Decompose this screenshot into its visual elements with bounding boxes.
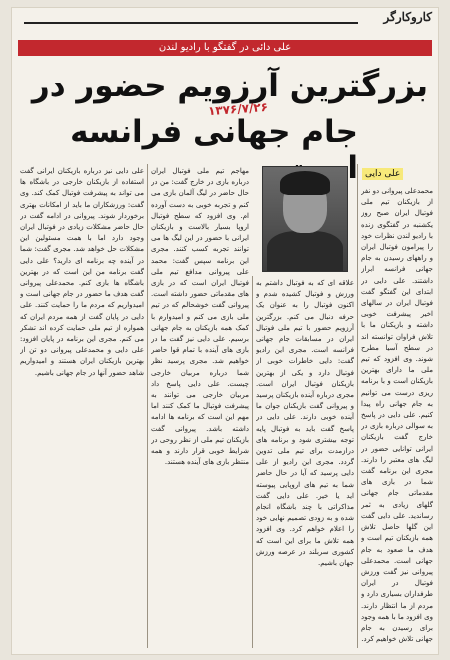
date-stamp: ۱۳۷۶/۷/۲۶	[207, 99, 269, 119]
column-rule-2	[252, 276, 253, 648]
photo-shirt	[267, 231, 343, 272]
photo-hair	[280, 171, 330, 195]
article-column-4: علی دایی نیز درباره بازیکنان ایرانی گفت استفاده از بازیکنان خارجی در باشگاه ها می تواند به پیشرفت فوتبال کمک کند. وی گفت: ورزشکاران ما باید از امکانات بهتری برخوردار شوند. پیروانی در ادامه گفت در حال حاضر مشکلات زیادی در فوتبال ایران وجود دارد اما با همت مسئولین این مشکلات حل خواهد شد. مجری گفت: شما در آینده چه برنامه ای دارید؟ علی دایی گفت برنامه من این است که در بهترین باشگاه ها بازی کنم. محمدعلی پیروانی گفت هدف ما حضور در جام جهانی است و امیدواریم که مردم ما را حمایت کنند. علی دایی در پایان گفت از همه مردم ایران که همواره از تیم ملی حمایت کرده اند تشکر می کنم. مجری این برنامه در پایان افزود: علی دایی و محمدعلی پیروانی دو تن از بهترین بازیکنان ایران هستند و امیدواریم شاهد حضور آنها در جام جهانی باشیم.	[20, 167, 144, 377]
article-column-3: مهاجم تیم ملی فوتبال ایران درباره بازی در خارج گفت: من در حال حاضر در لیگ آلمان بازی می کنم و تجربه خوبی به دست آورده ام. وی افزود که سطح فوتبال اروپا بسیار بالاست و بازیکنان ایرانی با حضور در این لیگ ها می توانند تجربه کسب کنند. مجری این برنامه سپس گفت: محمد علی پیروانی مدافع تیم ملی فوتبال ایران است که در بازی های مقدماتی حضور داشته است. پیروانی گفت خوشحالم که در تیم ملی بازی می کنم و امیدوارم با کمک همه بازیکنان به جام جهانی برسیم. علی دایی نیز گفت ما در بازی های آینده با تمام قوا حاضر خواهیم شد. مجری پرسید نظر شما درباره مربیان خارجی چیست. علی دایی پاسخ داد مربیان خارجی می توانند به پیشرفت فوتبال ما کمک کنند اما مهم این است که برنامه ها ادامه داشته باشد. پیروانی گفت بازیکنان تیم ملی از نظر روحی در شرایط خوبی قرار دارند و همه منتظر بازی های آینده هستند.	[151, 167, 249, 467]
player-photo	[262, 166, 348, 272]
masthead-rule	[24, 22, 358, 24]
column-rule-1	[357, 164, 358, 648]
article-column-1: محمدعلی پیروانی دو نفر از بازیکنان تیم ملی فوتبال ایران صبح روز یکشنبه در گفتگوی زنده با رادیو لندن نظرات خود را پیرامون فوتبال ایران و راههای رسیدن به جام جهانی فرانسه ابراز داشتند. علی دایی در ابتدای این گفتگو گفت فوتبال ایران در سالهای اخیر پیشرفت خوبی داشته و بازیکنان ما با تلاش فراوان توانسته اند در سطح آسیا مطرح شوند. وی افزود که تیم ملی ما دارای بهترین بازیکنان است و با برنامه ریزی درست می توانیم به جام جهانی راه پیدا کنیم. علی دایی در پاسخ به سوالی درباره بازی در خارج گفت بازیکنان ایرانی توانایی حضور در لیگ های معتبر را دارند. مجری این برنامه گفت شما در بازی های مقدماتی جام جهانی گلهای زیادی به ثمر رساندید. علی دایی گفت این گلها حاصل تلاش همه بازیکنان تیم است و هدف ما صعود به جام جهانی است. محمدعلی پیروانی نیز گفت ورزش فوتبال در ایران طرفداران بسیاری دارد و مردم از ما انتظار دارند. وی افزود ما با همه وجود برای رسیدن به جام جهانی تلاش خواهیم کرد.	[361, 187, 433, 644]
photo-highlight-label: علی دایی	[362, 168, 403, 180]
kicker-bar: علی دائی در گفتگو با رادیو لندن	[18, 40, 432, 56]
newspaper-clipping	[12, 8, 438, 654]
article-column-2: علاقه ای که به فوتبال داشتم به ورزش و فوتبال کشیده شدم و اکنون فوتبال را به عنوان یک حرفه دنبال می کنم. بزرگترین آرزویم حضور با تیم ملی فوتبال ایران در مسابقات جام جهانی فرانسه است. مجری این رادیو گفت: دایی خاطرات خوبی از فوتبال دارد و یکی از بهترین بازیکنان فوتبال ایران است. مجری درباره آینده بازیکنان پرسید و پیروانی گفت بازیکنان جوان ما آینده خوبی دارند. علی دایی در پاسخ گفت باید به فوتبال پایه توجه بیشتری شود و برنامه های درازمدت برای تیم ملی تدوین گردد. مجری این رادیو از علی دایی پرسید که آیا در حال حاضر شما به تیم های اروپایی پیوسته اید یا خیر. علی دایی گفت مذاکراتی با چند باشگاه انجام شده و به زودی تصمیم نهایی خود را اعلام خواهم کرد. وی افزود همه تلاش ما برای این است که کشوری سربلند در عرصه ورزش جهان باشیم.	[256, 279, 354, 568]
masthead: کاروکارگر	[383, 10, 432, 24]
headline-line-2: جام جهانی فرانسه	[70, 114, 358, 150]
column-rule-3	[147, 164, 148, 648]
headline-line-1: بزرگترین آرزویم حضور در	[31, 68, 428, 104]
